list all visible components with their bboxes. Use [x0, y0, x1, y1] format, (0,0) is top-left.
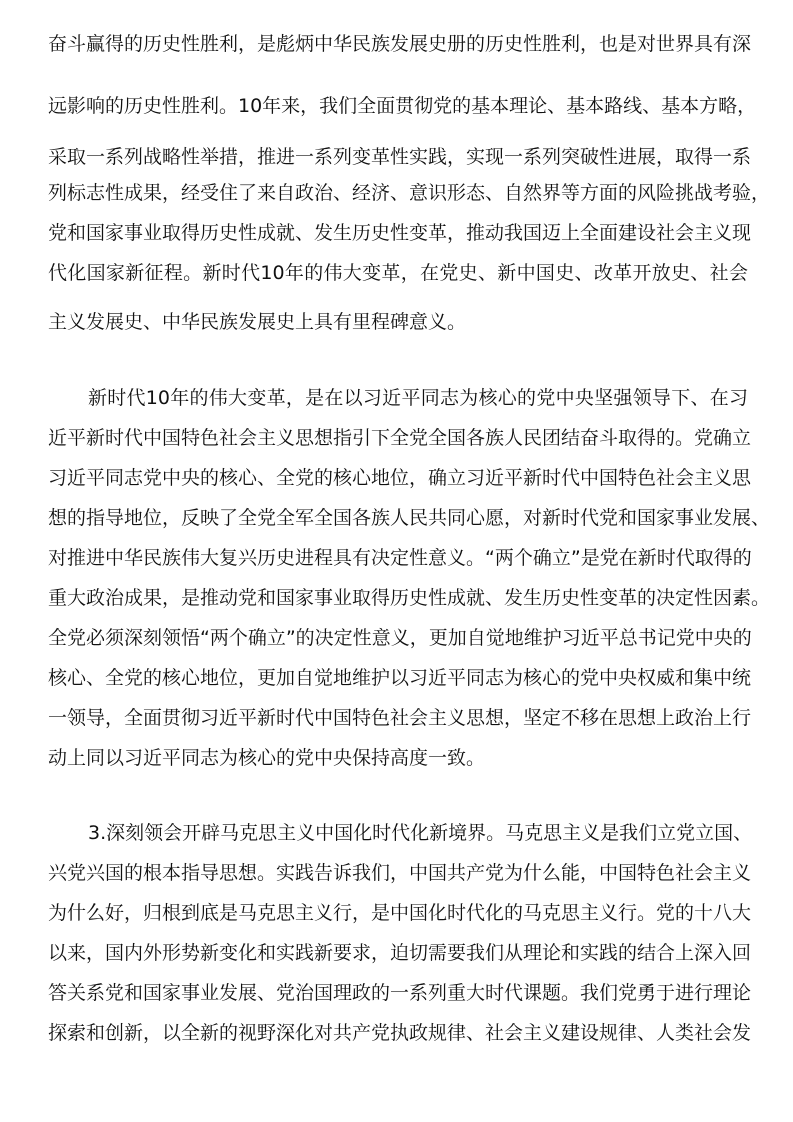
- paragraph-line: 习近平同志党中央的核心、全党的核心地位，确立习近平新时代中国特色社会主义思: [48, 467, 752, 489]
- paragraph-line: 新时代10年的伟大变革，是在以习近平同志为核心的党中央坚强领导下、在习: [88, 387, 748, 409]
- paragraph-line: 主义发展史、中华民族发展史上具有里程碑意义。: [48, 311, 467, 333]
- paragraph-line: 重大政治成果，是推动党和国家事业取得历史性成就、发生历史性变革的决定性因素。: [48, 587, 771, 609]
- paragraph-line: 远影响的历史性胜利。10年来，我们全面贯彻党的基本理论、基本路线、基本方略，: [48, 95, 757, 117]
- paragraph-line: 列标志性成果，经受住了来自政治、经济、意识形态、自然界等方面的风险挑战考验，: [48, 182, 771, 204]
- paragraph-line: 对推进中华民族伟大复兴历史进程具有决定性意义。“两个确立”是党在新时代取得的: [48, 547, 752, 569]
- paragraph-line: 党和国家事业取得历史性成就、发生历史性变革，推动我国迈上全面建设社会主义现: [48, 222, 752, 244]
- paragraph-line: 兴党兴国的根本指导思想。实践告诉我们，中国共产党为什么能，中国特色社会主义: [48, 862, 752, 884]
- paragraph-line: 答关系党和国家事业发展、党治国理政的一系列重大时代课题。我们党勇于进行理论: [48, 982, 752, 1004]
- paragraph-line: 3.深刻领会开辟马克思主义中国化时代化新境界。马克思主义是我们立党立国、: [88, 822, 753, 844]
- paragraph-line: 全党必须深刻领悟“两个确立”的决定性意义，更加自觉地维护习近平总书记党中央的: [48, 627, 752, 649]
- paragraph-line: 采取一系列战略性举措，推进一系列变革性实践，实现一系列突破性进展，取得一系: [48, 146, 752, 168]
- paragraph-line: 为什么好，归根到底是马克思主义行，是中国化时代化的马克思主义行。党的十八大: [48, 902, 752, 924]
- paragraph-line: 近平新时代中国特色社会主义思想指引下全党全国各族人民团结奋斗取得的。党确立: [48, 427, 752, 449]
- paragraph-line: 以来，国内外形势新变化和实践新要求，迫切需要我们从理论和实践的结合上深入回: [48, 942, 752, 964]
- paragraph-line: 核心、全党的核心地位，更加自觉地维护以习近平同志为核心的党中央权威和集中统: [48, 667, 752, 689]
- paragraph-line: 一领导，全面贯彻习近平新时代中国特色社会主义思想，坚定不移在思想上政治上行: [48, 707, 752, 729]
- paragraph-line: 动上同以习近平同志为核心的党中央保持高度一致。: [48, 747, 486, 769]
- paragraph-line: 想的指导地位，反映了全党全军全国各族人民共同心愿，对新时代党和国家事业发展、: [48, 507, 771, 529]
- paragraph-line: 代化国家新征程。新时代10年的伟大变革，在党史、新中国史、改革开放史、社会: [48, 262, 748, 284]
- paragraph-line: 探索和创新，以全新的视野深化对共产党执政规律、社会主义建设规律、人类社会发: [48, 1022, 752, 1044]
- paragraph-line: 奋斗赢得的历史性胜利，是彪炳中华民族发展史册的历史性胜利，也是对世界具有深: [48, 33, 752, 55]
